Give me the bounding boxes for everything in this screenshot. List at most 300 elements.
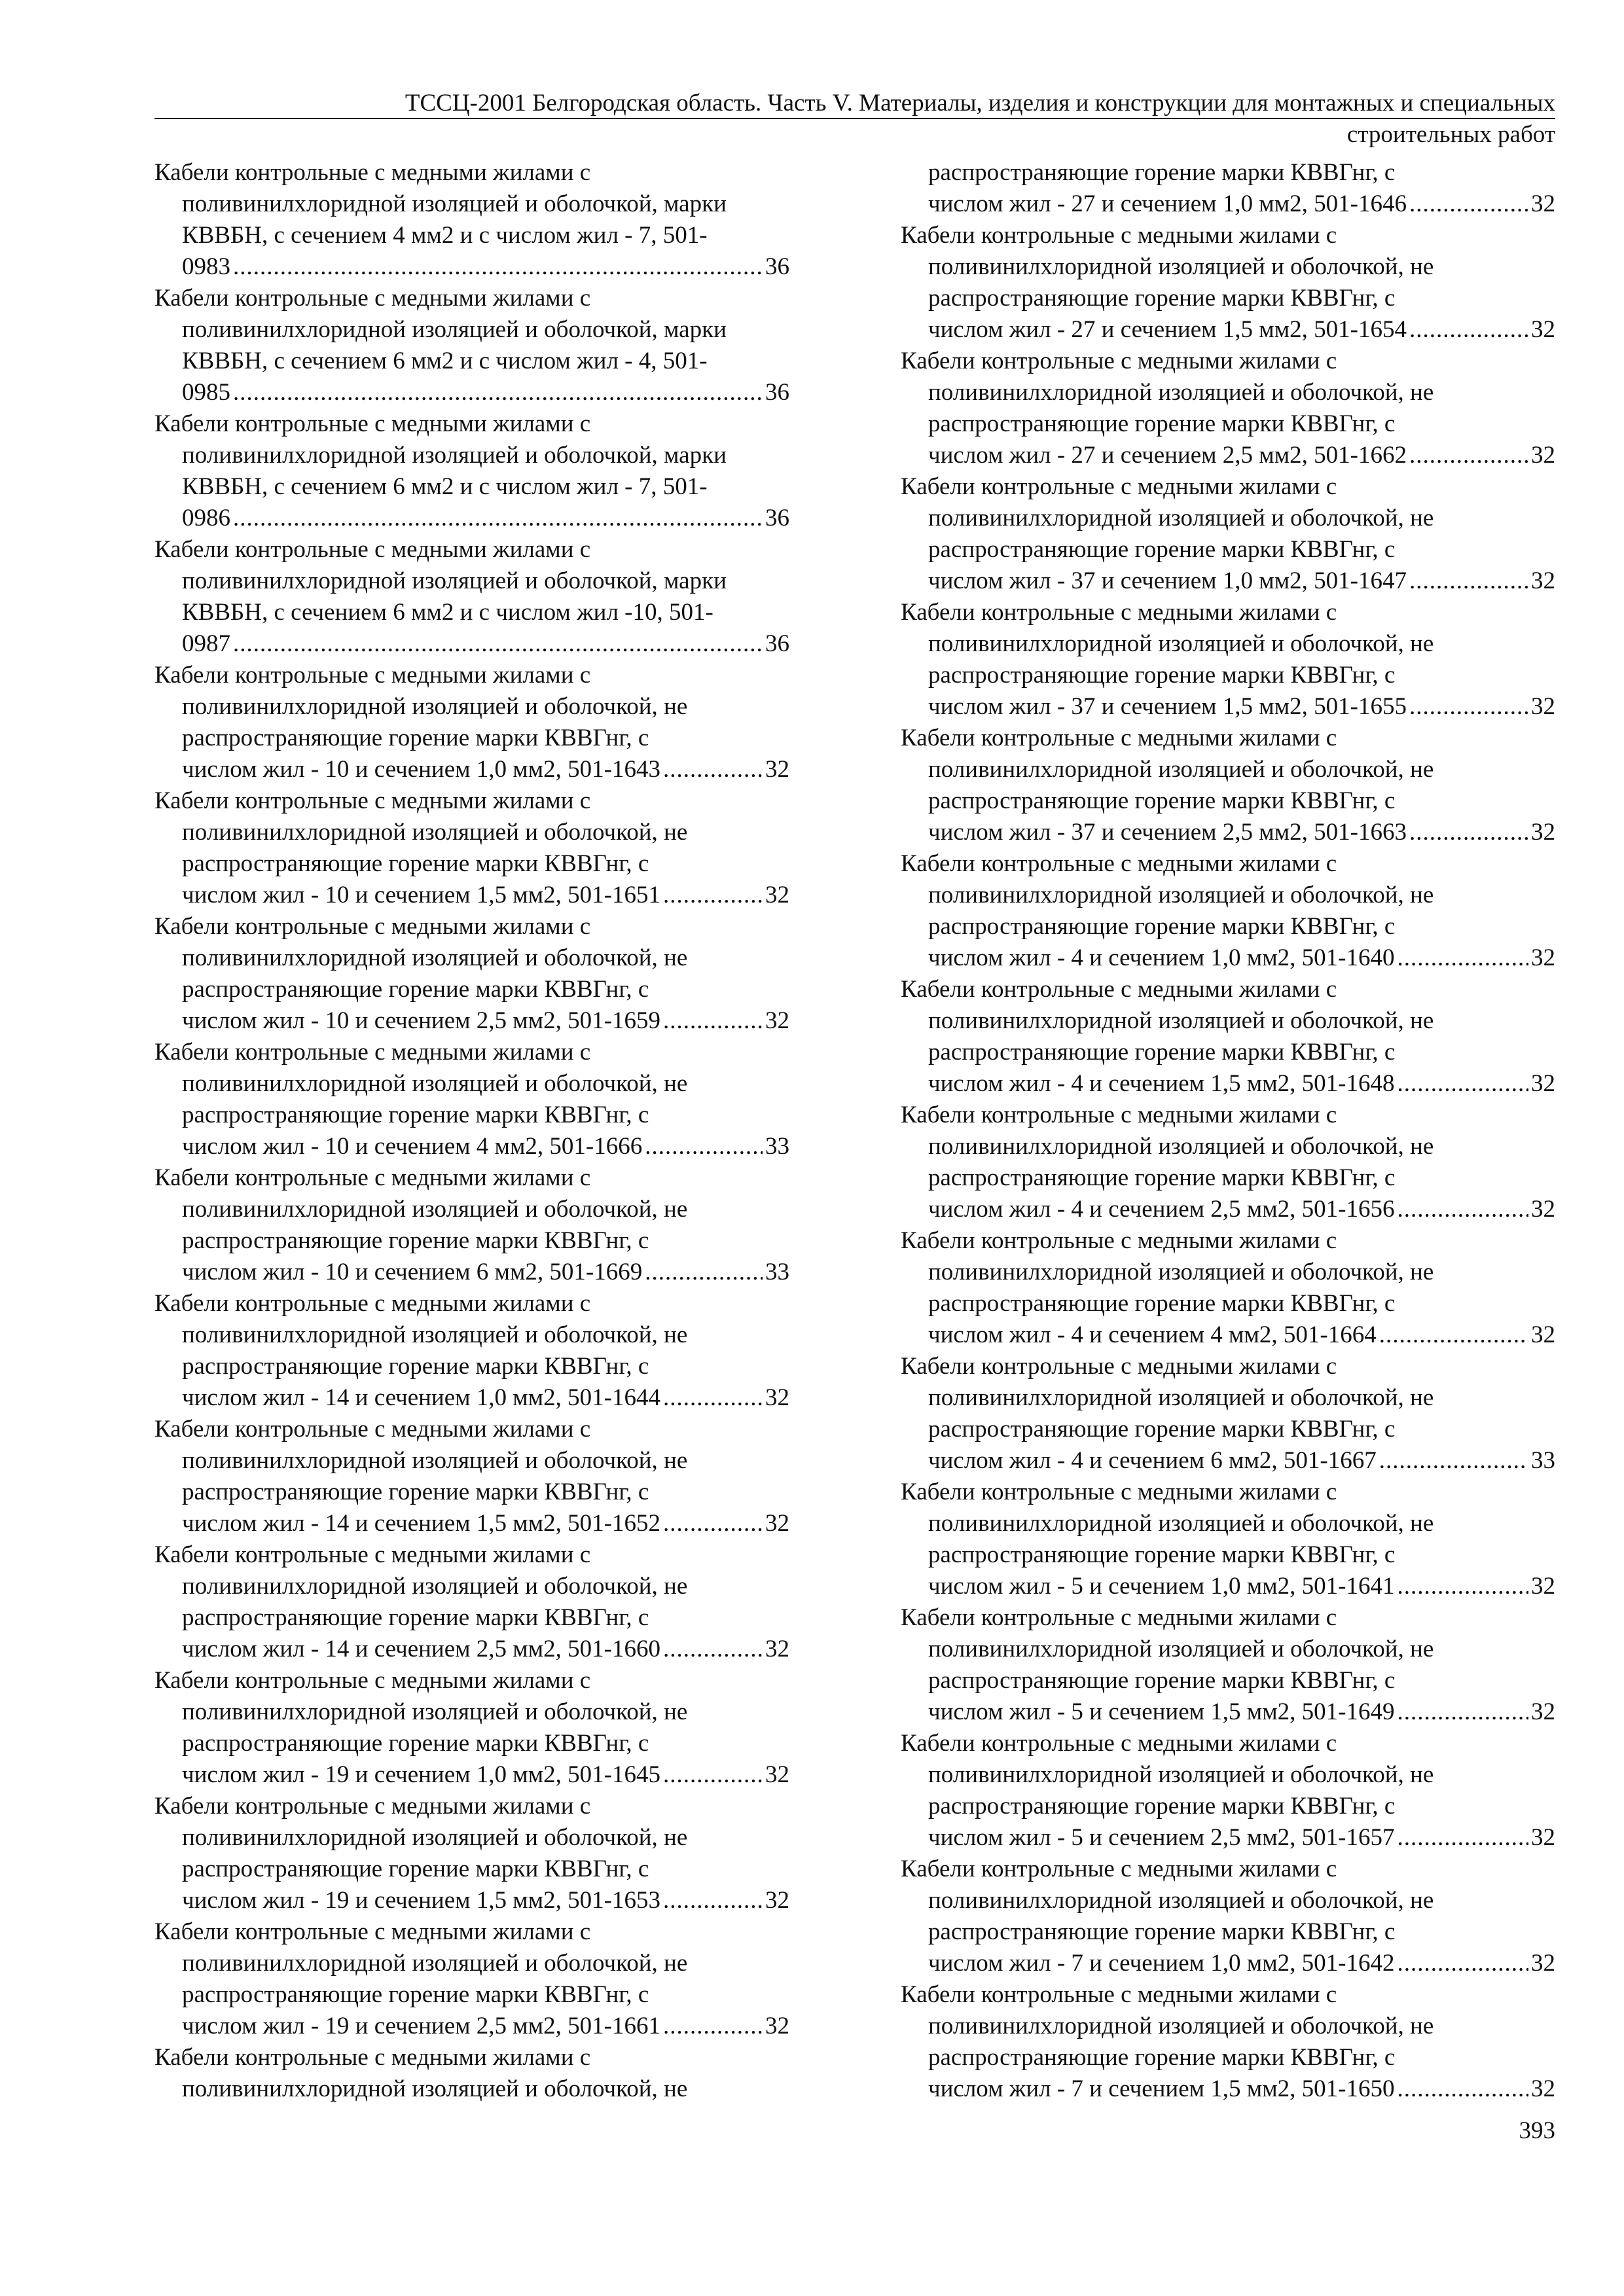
entry-text: распространяющие горение марки КВВГнг, с xyxy=(928,285,1396,312)
index-entry xyxy=(901,471,1555,597)
entry-text: числом жил - 10 и сечением 2,5 мм2, 501-1659 xyxy=(182,1007,660,1034)
entry-line xyxy=(901,188,1555,220)
entry-text: числом жил - 37 и сечением 1,0 мм2, 501-1647 xyxy=(928,567,1407,594)
entry-text: Кабели контрольные с медными жилами с xyxy=(154,159,591,186)
entry-line xyxy=(154,1539,789,1571)
entry-text: числом жил - 5 и сечением 1,5 мм2, 501-1649 xyxy=(928,1698,1395,1725)
entry-page-ref: 32 xyxy=(1531,190,1555,217)
entry-text: числом жил - 4 и сечением 1,5 мм2, 501-1648 xyxy=(928,1070,1395,1097)
entry-line xyxy=(154,1508,789,1539)
entry-text: поливинилхлоридной изоляцией и оболочкой, не xyxy=(928,505,1434,531)
entry-line xyxy=(154,1319,789,1351)
dot-leader xyxy=(1397,1696,1528,1728)
entry-text: числом жил - 19 и сечением 1,5 мм2, 501-1653 xyxy=(182,1887,660,1914)
entry-text: распространяющие горение марки КВВГнг, с xyxy=(182,976,649,1003)
entry-text: поливинилхлоридной изоляцией и оболочкой, не xyxy=(928,253,1434,280)
entry-text: Кабели контрольные с медными жилами с xyxy=(901,1353,1337,1380)
dot-leader xyxy=(1397,1068,1528,1100)
entry-text: распространяющие горение марки КВВГнг, с xyxy=(928,1541,1396,1568)
index-entry xyxy=(154,660,789,785)
entry-text: числом жил - 37 и сечением 1,5 мм2, 501-1655 xyxy=(928,693,1407,720)
entry-line xyxy=(154,503,789,534)
entry-text: распространяющие горение марки КВВГнг, с xyxy=(928,1164,1396,1191)
entry-text: поливинилхлоридной изоляцией и оболочкой, не xyxy=(928,756,1434,783)
entry-text: поливинилхлоридной изоляцией и оболочкой, марки xyxy=(182,190,727,217)
entry-line xyxy=(154,1162,789,1194)
entry-text: поливинилхлоридной изоляцией и оболочкой, не xyxy=(928,1259,1434,1285)
entry-line xyxy=(901,911,1555,942)
page-number: 393 xyxy=(1519,2117,1555,2144)
dot-leader xyxy=(663,1759,763,1791)
entry-text: поливинилхлоридной изоляцией и оболочкой, марки xyxy=(182,442,727,469)
entry-line xyxy=(901,1571,1555,1602)
entry-text: поливинилхлоридной изоляцией и оболочкой, не xyxy=(182,1824,688,1851)
entry-text: поливинилхлоридной изоляцией и оболочкой, не xyxy=(928,1761,1434,1788)
entry-text: распространяющие горение марки КВВГнг, с xyxy=(182,1353,649,1380)
entry-line xyxy=(901,817,1555,848)
entry-page-ref: 36 xyxy=(765,505,789,531)
dot-leader xyxy=(1397,1194,1528,1225)
entry-text: Кабели контрольные с медными жилами с xyxy=(901,1227,1337,1254)
entry-line xyxy=(901,1477,1555,1508)
entry-page-ref: 32 xyxy=(1531,316,1555,343)
entry-text: Кабели контрольные с медными жилами с xyxy=(154,913,591,940)
index-entry xyxy=(154,1288,789,1414)
entry-text: распространяющие горение марки КВВГнг, с xyxy=(928,159,1396,186)
entry-text: Кабели контрольные с медными жилами с xyxy=(901,473,1337,500)
entry-page-ref: 32 xyxy=(765,1636,789,1662)
dot-leader xyxy=(1409,314,1528,346)
entry-line xyxy=(901,2011,1555,2042)
entry-line xyxy=(154,880,789,911)
dot-leader xyxy=(663,1005,763,1037)
entry-text: числом жил - 37 и сечением 2,5 мм2, 501-1663 xyxy=(928,819,1407,846)
dot-leader xyxy=(233,628,763,660)
entry-line xyxy=(901,691,1555,723)
entry-line xyxy=(154,660,789,691)
entry-line xyxy=(154,2073,789,2105)
entry-line xyxy=(901,1319,1555,1351)
entry-page-ref: 32 xyxy=(1531,944,1555,971)
entry-line xyxy=(901,1791,1555,1822)
entry-text: поливинилхлоридной изоляцией и оболочкой, не xyxy=(928,1636,1434,1662)
entry-text: Кабели контрольные с медными жилами с xyxy=(901,725,1337,751)
entry-line xyxy=(901,723,1555,754)
entry-text: поливинилхлоридной изоляцией и оболочкой, не xyxy=(182,693,688,720)
entry-page-ref: 32 xyxy=(1531,1321,1555,1348)
entry-text: поливинилхлоридной изоляцией и оболочкой, не xyxy=(928,1384,1434,1411)
entry-page-ref: 32 xyxy=(1531,442,1555,469)
entry-page-ref: 32 xyxy=(1531,1698,1555,1725)
index-entry xyxy=(154,283,789,408)
entry-text: числом жил - 4 и сечением 1,0 мм2, 501-1640 xyxy=(928,944,1395,971)
entry-line xyxy=(154,1225,789,1257)
entry-text: распространяющие горение марки КВВГнг, с xyxy=(928,1793,1396,1820)
entry-line xyxy=(901,1948,1555,1979)
entry-text: поливинилхлоридной изоляцией и оболочкой, не xyxy=(928,1133,1434,1160)
dot-leader xyxy=(233,503,763,534)
entry-text: 0986 xyxy=(182,505,230,531)
entry-line xyxy=(901,974,1555,1005)
entry-page-ref: 32 xyxy=(1531,1950,1555,1977)
dot-leader xyxy=(1397,942,1528,974)
entry-line xyxy=(901,220,1555,251)
entry-text: поливинилхлоридной изоляцией и оболочкой, не xyxy=(928,2013,1434,2039)
entry-line xyxy=(901,1665,1555,1696)
entry-text: распространяющие горение марки КВВГнг, с xyxy=(928,2044,1396,2071)
entry-text: Кабели контрольные с медными жилами с xyxy=(154,1793,591,1820)
index-column-right xyxy=(901,157,1555,2105)
entry-page-ref: 32 xyxy=(1531,1573,1555,1600)
entry-text: распространяющие горение марки КВВГнг, с xyxy=(182,1856,649,1882)
entry-text: 0985 xyxy=(182,379,230,406)
entry-text: числом жил - 27 и сечением 2,5 мм2, 501-1662 xyxy=(928,442,1407,469)
entry-line xyxy=(154,1131,789,1162)
entry-page-ref: 33 xyxy=(1531,1447,1555,1474)
entry-line xyxy=(154,1979,789,2011)
entry-line xyxy=(154,1916,789,1948)
entry-line xyxy=(901,565,1555,597)
entry-text: распространяющие горение марки КВВГнг, с xyxy=(928,913,1396,940)
entry-page-ref: 32 xyxy=(765,1007,789,1034)
entry-line xyxy=(154,534,789,565)
entry-line xyxy=(154,408,789,440)
entry-line xyxy=(154,848,789,880)
index-entry xyxy=(901,1854,1555,1979)
entry-page-ref: 32 xyxy=(765,756,789,783)
entry-text: распространяющие горение марки КВВГнг, с xyxy=(928,662,1396,689)
entry-text: распространяющие горение марки КВВГнг, с xyxy=(928,1039,1396,1066)
entry-line xyxy=(901,471,1555,503)
entry-text: поливинилхлоридной изоляцией и оболочкой, не xyxy=(928,630,1434,657)
entry-line xyxy=(154,377,789,408)
entry-text: Кабели контрольные с медными жилами с xyxy=(154,2044,591,2071)
entry-text: поливинилхлоридной изоляцией и оболочкой, не xyxy=(182,1698,688,1725)
entry-text: распространяющие горение марки КВВГнг, с xyxy=(928,1416,1396,1443)
index-entry xyxy=(901,1979,1555,2105)
index-entry xyxy=(901,597,1555,723)
dot-leader xyxy=(1379,1319,1528,1351)
entry-line xyxy=(901,1539,1555,1571)
entry-line xyxy=(901,377,1555,408)
entry-line xyxy=(154,1885,789,1916)
entry-page-ref: 32 xyxy=(765,2013,789,2039)
entry-text: Кабели контрольные с медными жилами с xyxy=(154,1667,591,1694)
entry-text: числом жил - 4 и сечением 4 мм2, 501-1664 xyxy=(928,1321,1377,1348)
entry-text: поливинилхлоридной изоляцией и оболочкой, марки xyxy=(182,316,727,343)
entry-page-ref: 32 xyxy=(765,1887,789,1914)
index-entry xyxy=(901,1728,1555,1854)
entry-line xyxy=(154,1634,789,1665)
entry-line xyxy=(901,408,1555,440)
entry-text: поливинилхлоридной изоляцией и оболочкой, не xyxy=(182,1070,688,1097)
index-entry xyxy=(901,1100,1555,1225)
entry-text: 0983 xyxy=(182,253,230,280)
entry-line xyxy=(154,1477,789,1508)
dot-leader xyxy=(645,1131,763,1162)
entry-text: Кабели контрольные с медными жилами с xyxy=(901,1981,1337,2008)
entry-line xyxy=(154,220,789,251)
entry-page-ref: 32 xyxy=(765,882,789,908)
entry-line xyxy=(154,188,789,220)
entry-text: распространяющие горение марки КВВГнг, с xyxy=(182,725,649,751)
entry-text: числом жил - 10 и сечением 4 мм2, 501-1666 xyxy=(182,1133,643,1160)
entry-line xyxy=(901,880,1555,911)
entry-line xyxy=(154,1445,789,1477)
index-entry xyxy=(154,1414,789,1539)
entry-text: Кабели контрольные с медными жилами с xyxy=(901,1730,1337,1757)
dot-leader xyxy=(663,2011,763,2042)
entry-text: числом жил - 5 и сечением 1,0 мм2, 501-1641 xyxy=(928,1573,1395,1600)
entry-line xyxy=(901,1759,1555,1791)
entry-line xyxy=(154,1602,789,1634)
dot-leader xyxy=(1397,1571,1528,1602)
entry-line xyxy=(901,785,1555,817)
entry-line xyxy=(901,848,1555,880)
entry-text: Кабели контрольные с медными жилами с xyxy=(901,1856,1337,1882)
entry-line xyxy=(154,628,789,660)
dot-leader xyxy=(663,880,763,911)
entry-line xyxy=(154,1728,789,1759)
dot-leader xyxy=(1379,1445,1528,1477)
entry-page-ref: 32 xyxy=(1531,1070,1555,1097)
entry-text: числом жил - 10 и сечением 1,5 мм2, 501-1651 xyxy=(182,882,660,908)
entry-text: числом жил - 27 и сечением 1,0 мм2, 501-1646 xyxy=(928,190,1407,217)
dot-leader xyxy=(663,1634,763,1665)
entry-line xyxy=(154,157,789,188)
entry-line xyxy=(154,1005,789,1037)
entry-line xyxy=(901,1382,1555,1414)
entry-text: Кабели контрольные с медными жилами с xyxy=(154,1039,591,1066)
entry-line xyxy=(901,1100,1555,1131)
entry-line xyxy=(901,1634,1555,1665)
entry-line xyxy=(154,691,789,723)
entry-line xyxy=(901,534,1555,565)
entry-text: распространяющие горение марки КВВГнг, с xyxy=(182,1479,649,1505)
entry-line xyxy=(901,1162,1555,1194)
index-entry xyxy=(154,534,789,660)
index-entry xyxy=(154,157,789,283)
entry-text: поливинилхлоридной изоляцией и оболочкой, не xyxy=(928,1007,1434,1034)
entry-text: числом жил - 19 и сечением 2,5 мм2, 501-1661 xyxy=(182,2013,660,2039)
running-header xyxy=(154,88,1555,151)
index-entry xyxy=(154,911,789,1037)
entry-text: поливинилхлоридной изоляцией и оболочкой, не xyxy=(182,1950,688,1977)
entry-text: числом жил - 14 и сечением 1,5 мм2, 501-1652 xyxy=(182,1510,660,1537)
entry-text: Кабели контрольные с медными жилами с xyxy=(154,1541,591,1568)
entry-text: распространяющие горение марки КВВГнг, с xyxy=(182,1730,649,1757)
entry-text: Кабели контрольные с медными жилами с xyxy=(154,285,591,312)
index-entry xyxy=(154,1539,789,1665)
entry-line xyxy=(154,283,789,314)
dot-leader xyxy=(1397,2073,1528,2105)
entry-line xyxy=(901,314,1555,346)
entry-text: Кабели контрольные с медными жилами с xyxy=(154,410,591,437)
entry-line xyxy=(901,1602,1555,1634)
dot-leader xyxy=(1409,817,1528,848)
entry-line xyxy=(901,1257,1555,1288)
entry-line xyxy=(901,1445,1555,1477)
entry-line xyxy=(154,471,789,503)
entry-line xyxy=(154,440,789,471)
entry-line xyxy=(154,346,789,377)
entry-line xyxy=(901,283,1555,314)
entry-text: распространяющие горение марки КВВГнг, с xyxy=(182,1227,649,1254)
entry-line xyxy=(901,2042,1555,2073)
entry-line xyxy=(154,314,789,346)
entry-text: поливинилхлоридной изоляцией и оболочкой, не xyxy=(928,1510,1434,1537)
entry-text: Кабели контрольные с медными жилами с xyxy=(901,348,1337,374)
entry-line xyxy=(154,1288,789,1319)
entry-text: распространяющие горение марки КВВГнг, с xyxy=(928,787,1396,814)
entry-line xyxy=(901,1005,1555,1037)
index-entry xyxy=(901,1477,1555,1602)
entry-line xyxy=(154,1100,789,1131)
entry-text: Кабели контрольные с медными жилами с xyxy=(154,536,591,563)
entry-line xyxy=(901,1288,1555,1319)
entry-text: распространяющие горение марки КВВГнг, с xyxy=(928,1918,1396,1945)
entry-line xyxy=(901,660,1555,691)
entry-page-ref: 36 xyxy=(765,630,789,657)
entry-text: Кабели контрольные с медными жилами с xyxy=(901,599,1337,626)
entry-line xyxy=(154,1194,789,1225)
index-entry xyxy=(901,1351,1555,1477)
header-rule xyxy=(154,118,1555,119)
entry-line xyxy=(901,1037,1555,1068)
entry-text: числом жил - 10 и сечением 1,0 мм2, 501-1643 xyxy=(182,756,660,783)
entry-text: числом жил - 4 и сечением 2,5 мм2, 501-1656 xyxy=(928,1196,1395,1223)
entry-text: Кабели контрольные с медными жилами с xyxy=(154,1164,591,1191)
entry-line xyxy=(154,1948,789,1979)
entry-text: поливинилхлоридной изоляцией и оболочкой, не xyxy=(182,1196,688,1223)
entry-text: поливинилхлоридной изоляцией и оболочкой, не xyxy=(928,379,1434,406)
entry-line xyxy=(154,1382,789,1414)
entry-text: поливинилхлоридной изоляцией и оболочкой, марки xyxy=(182,567,727,594)
index-entry xyxy=(154,1916,789,2042)
index-entry xyxy=(154,408,789,534)
entry-page-ref: 33 xyxy=(765,1259,789,1285)
entry-text: числом жил - 10 и сечением 6 мм2, 501-1669 xyxy=(182,1259,643,1285)
entry-line xyxy=(154,723,789,754)
entry-line xyxy=(154,754,789,785)
entry-text: поливинилхлоридной изоляцией и оболочкой, не xyxy=(928,882,1434,908)
entry-line xyxy=(154,1822,789,1854)
entry-line xyxy=(901,1351,1555,1382)
entry-text: числом жил - 7 и сечением 1,5 мм2, 501-1650 xyxy=(928,2075,1395,2102)
entry-text: распространяющие горение марки КВВГнг, с xyxy=(928,1667,1396,1694)
entry-line xyxy=(154,1759,789,1791)
entry-line xyxy=(154,1037,789,1068)
entry-line xyxy=(901,2073,1555,2105)
entry-text: поливинилхлоридной изоляцией и оболочкой, не xyxy=(182,944,688,971)
entry-line xyxy=(901,251,1555,283)
entry-text: КВВБН, с сечением 6 мм2 и с числом жил - 7, 501- xyxy=(182,473,708,500)
dot-leader xyxy=(663,1885,763,1916)
entry-line xyxy=(901,1885,1555,1916)
index-entry xyxy=(154,1037,789,1162)
entry-line xyxy=(901,503,1555,534)
entry-line xyxy=(901,1696,1555,1728)
entry-page-ref: 32 xyxy=(1531,693,1555,720)
entry-text: распространяющие горение марки КВВГнг, с xyxy=(182,1604,649,1631)
entry-line xyxy=(154,817,789,848)
dot-leader xyxy=(233,251,763,283)
entry-line xyxy=(901,628,1555,660)
index-entry xyxy=(154,1791,789,1916)
entry-text: числом жил - 14 и сечением 1,0 мм2, 501-1644 xyxy=(182,1384,660,1411)
entry-line xyxy=(154,251,789,283)
entry-text: поливинилхлоридной изоляцией и оболочкой, не xyxy=(182,1321,688,1348)
entry-text: Кабели контрольные с медными жилами с xyxy=(154,662,591,689)
dot-leader xyxy=(1409,188,1528,220)
entry-text: Кабели контрольные с медными жилами с xyxy=(901,850,1337,877)
entry-line xyxy=(901,440,1555,471)
entry-line xyxy=(901,1854,1555,1885)
entry-line xyxy=(901,597,1555,628)
entry-page-ref: 32 xyxy=(1531,567,1555,594)
index-entry xyxy=(901,1602,1555,1728)
entry-text: числом жил - 14 и сечением 2,5 мм2, 501-1660 xyxy=(182,1636,660,1662)
entry-line xyxy=(154,597,789,628)
entry-page-ref: 32 xyxy=(1531,2075,1555,2102)
index-column-left xyxy=(154,157,789,2105)
entry-line xyxy=(154,1854,789,1885)
entry-text: числом жил - 27 и сечением 1,5 мм2, 501-1654 xyxy=(928,316,1407,343)
dot-leader xyxy=(663,1382,763,1414)
entry-text: Кабели контрольные с медными жилами с xyxy=(154,1290,591,1317)
index-entry xyxy=(901,346,1555,471)
entry-text: распространяющие горение марки КВВГнг, с xyxy=(182,1981,649,2008)
entry-line xyxy=(154,1665,789,1696)
entry-text: Кабели контрольные с медными жилами с xyxy=(901,1479,1337,1505)
entry-text: распространяющие горение марки КВВГнг, с xyxy=(182,850,649,877)
dot-leader xyxy=(645,1257,763,1288)
index-entry xyxy=(901,723,1555,848)
entry-text: распространяющие горение марки КВВГнг, с xyxy=(928,536,1396,563)
dot-leader xyxy=(663,1508,763,1539)
entry-text: Кабели контрольные с медными жилами с xyxy=(154,787,591,814)
entry-line xyxy=(154,1414,789,1445)
entry-line xyxy=(901,1225,1555,1257)
entry-line xyxy=(901,1979,1555,2011)
index-entry xyxy=(154,785,789,911)
entry-line xyxy=(901,1508,1555,1539)
entry-text: поливинилхлоридной изоляцией и оболочкой, не xyxy=(928,1887,1434,1914)
index-entry xyxy=(901,157,1555,220)
entry-text: числом жил - 5 и сечением 2,5 мм2, 501-1657 xyxy=(928,1824,1395,1851)
entry-line xyxy=(901,1822,1555,1854)
index-entry xyxy=(154,1162,789,1288)
index-entry xyxy=(154,2042,789,2105)
entry-text: поливинилхлоридной изоляцией и оболочкой, не xyxy=(182,819,688,846)
entry-line xyxy=(154,1257,789,1288)
entry-page-ref: 32 xyxy=(765,1510,789,1537)
dot-leader xyxy=(1397,1822,1528,1854)
entry-text: Кабели контрольные с медными жилами с xyxy=(154,1918,591,1945)
entry-line xyxy=(154,1696,789,1728)
entry-line xyxy=(901,754,1555,785)
index-entry xyxy=(901,848,1555,974)
dot-leader xyxy=(1409,440,1528,471)
index-entry xyxy=(901,220,1555,346)
index-entry xyxy=(901,974,1555,1100)
entry-line xyxy=(154,1068,789,1100)
entry-line xyxy=(901,942,1555,974)
entry-text: Кабели контрольные с медными жилами с xyxy=(901,1102,1337,1128)
dot-leader xyxy=(1409,691,1528,723)
entry-line xyxy=(901,1131,1555,1162)
entry-line xyxy=(901,1414,1555,1445)
